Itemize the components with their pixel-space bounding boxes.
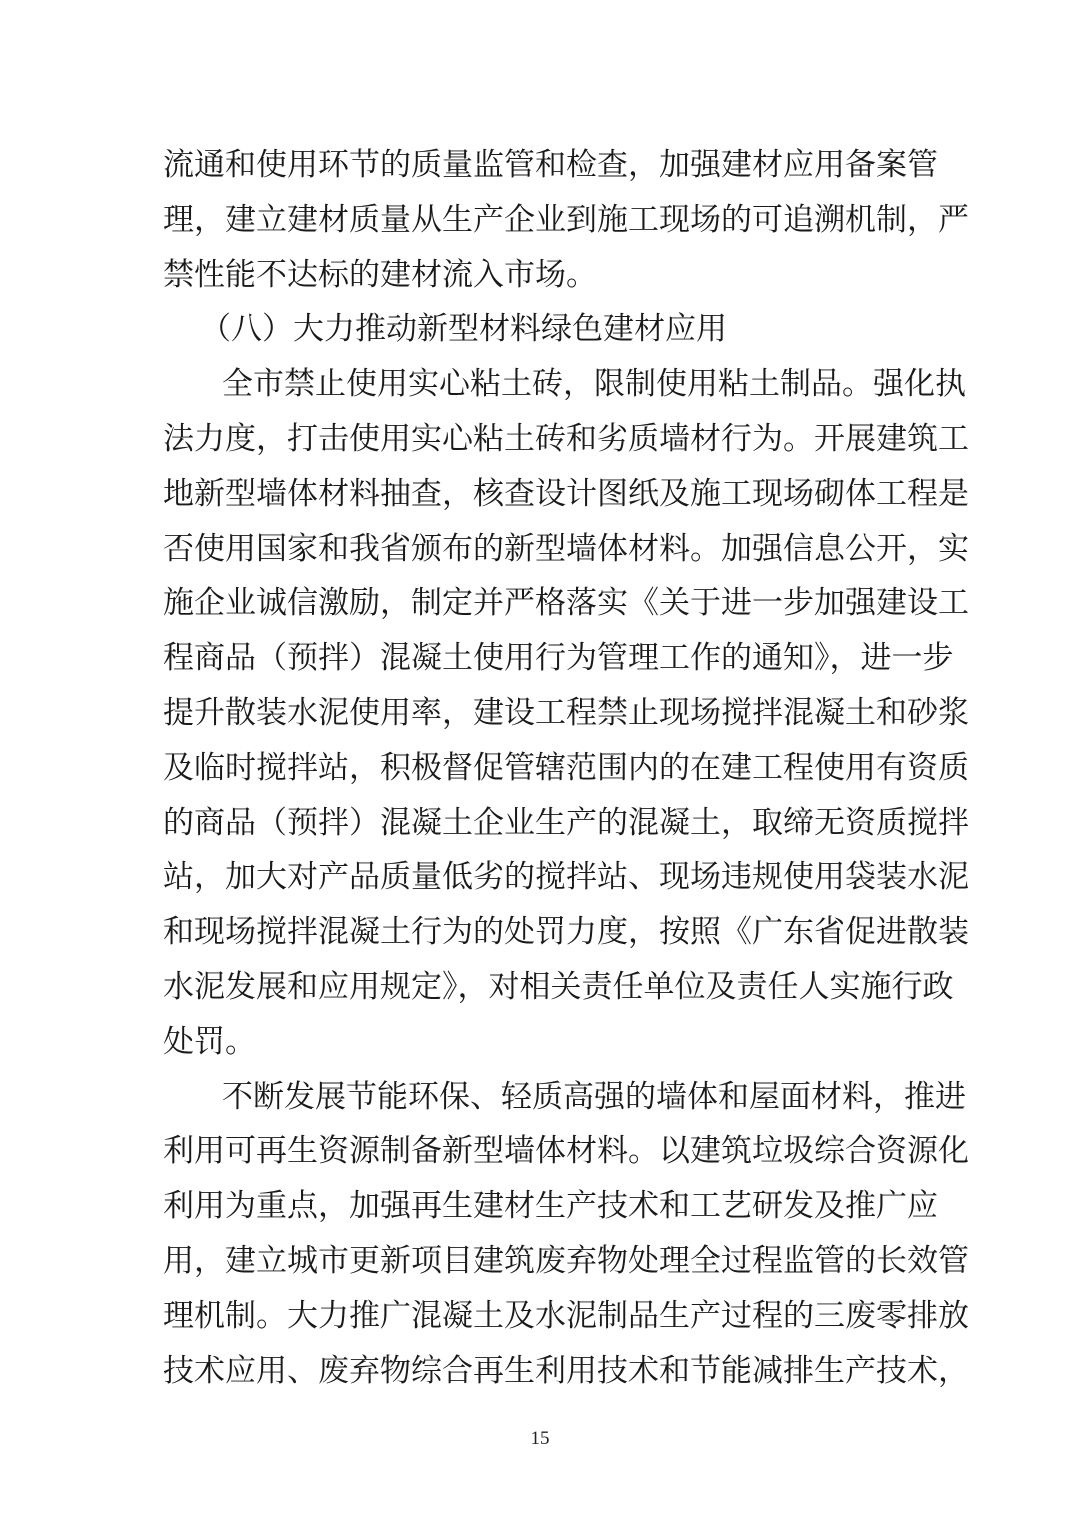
text-line: 地新型墙体材料抽查，核查设计图纸及施工现场砌体工程是	[163, 475, 969, 512]
document-body	[163, 138, 969, 1398]
text-line: 技术应用、废弃物综合再生利用技术和节能减排生产技术，	[163, 1352, 969, 1389]
text-line: 否使用国家和我省颁布的新型墙体材料。加强信息公开，实	[163, 530, 969, 567]
text-line: 程商品（预拌）混凝土使用行为管理工作的通知》，进一步	[163, 640, 954, 677]
text-line: 理，建立建材质量从生产企业到施工现场的可追溯机制，严	[163, 201, 969, 238]
text-line: 的商品（预拌）混凝土企业生产的混凝土，取缔无资质搅拌	[163, 804, 969, 841]
text-line: 禁性能不达标的建材流入市场。	[163, 256, 597, 293]
text-line: 及临时搅拌站，积极督促管辖范围内的在建工程使用有资质	[163, 749, 969, 786]
text-line: 不断发展节能环保、轻质高强的墙体和屋面材料，推进	[222, 1078, 966, 1115]
text-line: 法力度，打击使用实心粘土砖和劣质墙材行为。开展建筑工	[163, 420, 969, 457]
text-line: 理机制。大力推广混凝土及水泥制品生产过程的三废零排放	[163, 1297, 969, 1334]
section-heading: （八）大力推动新型材料绿色建材应用	[200, 311, 727, 348]
text-line: 处罚。	[163, 1023, 256, 1060]
text-line: 用，建立城市更新项目建筑废弃物处理全过程监管的长效管	[163, 1242, 969, 1279]
text-line: 利用为重点，加强再生建材生产技术和工艺研发及推广应	[163, 1188, 938, 1225]
text-line: 站，加大对产品质量低劣的搅拌站、现场违规使用袋装水泥	[163, 859, 969, 896]
text-line: 利用可再生资源制备新型墙体材料。以建筑垃圾综合资源化	[163, 1133, 969, 1170]
text-line: 水泥发展和应用规定》，对相关责任单位及责任人实施行政	[163, 968, 954, 1005]
text-line: 施企业诚信激励，制定并严格落实《关于进一步加强建设工	[163, 585, 969, 622]
page-number: 15	[530, 1428, 550, 1449]
text-line: 全市禁止使用实心粘土砖，限制使用粘土制品。强化执	[222, 366, 966, 403]
text-line: 提升散装水泥使用率，建设工程禁止现场搅拌混凝土和砂浆	[163, 694, 969, 731]
text-line: 流通和使用环节的质量监管和检查，加强建材应用备案管	[163, 147, 938, 183]
text-line: 和现场搅拌混凝土行为的处罚力度，按照《广东省促进散装	[163, 914, 969, 951]
